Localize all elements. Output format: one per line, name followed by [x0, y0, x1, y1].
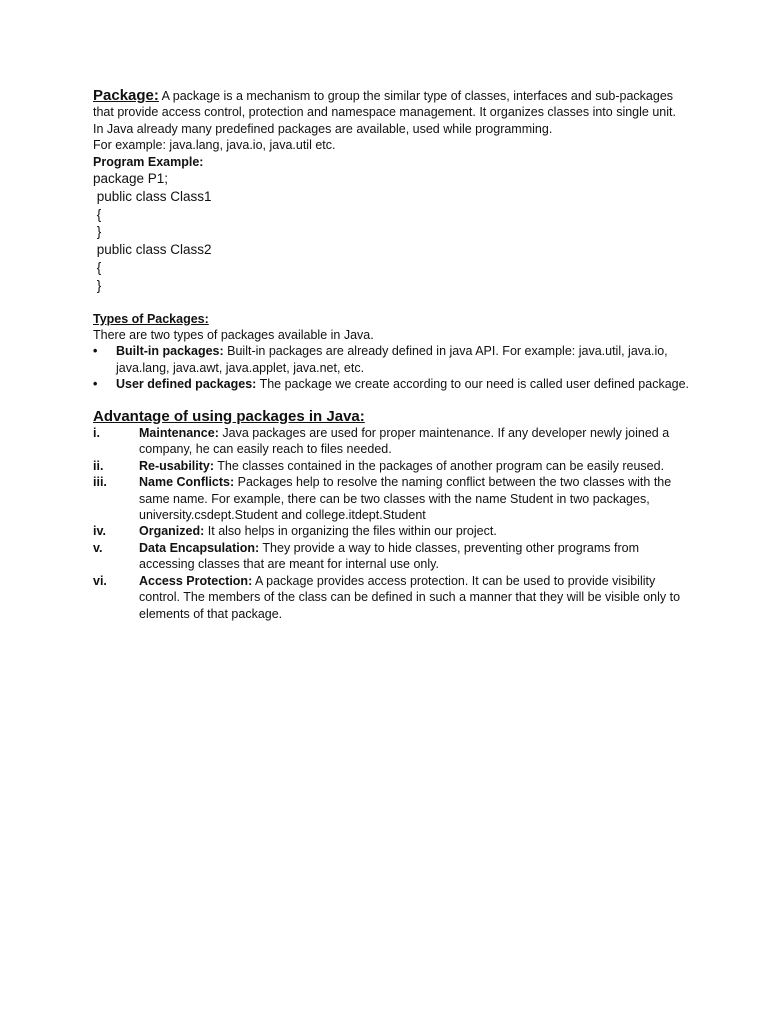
- code-block: [93, 170, 693, 295]
- list-item-text: Java packages are used for proper maintenance. If any developer newly joined a company, he can easily reach to files needed.: [139, 426, 670, 457]
- types-list: [93, 343, 693, 392]
- advantages-list: [93, 425, 693, 622]
- bullet-icon: •: [93, 344, 98, 359]
- code-line: public class Class1: [93, 188, 212, 204]
- list-item: [93, 376, 693, 392]
- types-heading: Types of Packages:: [93, 311, 209, 326]
- list-item: [93, 425, 693, 458]
- list-item-text: Built-in packages are already defined in java API. For example: java.util, java.io, java.lang, java.awt, java.applet, java.net, etc.: [116, 344, 668, 375]
- list-item-term: Access Protection:: [139, 573, 253, 588]
- list-item: [93, 458, 693, 474]
- list-item-term: Re-usability:: [139, 458, 215, 473]
- code-line: package P1;: [93, 171, 169, 187]
- list-item-term: Maintenance:: [139, 426, 219, 441]
- list-item-text: Packages help to resolve the naming conflict between the two classes with the same name. For example, there can be two classes with the name Student in two packages, university.csdept.Student and college.itdept.Student: [139, 475, 672, 523]
- code-line: }: [93, 277, 102, 293]
- program-example-label: Program Example:: [93, 154, 204, 169]
- spacer: [93, 295, 693, 311]
- example-packages-text: For example: java.lang, java.io, java.util etc.: [93, 138, 336, 153]
- list-item: [93, 523, 693, 539]
- list-item-term: Built-in packages:: [116, 344, 224, 359]
- types-intro: There are two types of packages available in Java.: [93, 328, 374, 343]
- list-item-text: The classes contained in the packages of another program can be easily reused.: [214, 458, 665, 473]
- list-item-term: Data Encapsulation:: [139, 540, 260, 555]
- list-item-number: ii.: [93, 458, 104, 473]
- advantages-heading: Advantage of using packages in Java:: [93, 407, 365, 425]
- list-item-text: The package we create according to our need is called user defined package.: [256, 377, 690, 392]
- list-item: [93, 474, 693, 523]
- predefined-packages-text: In Java already many predefined packages are available, used while programming.: [93, 121, 553, 136]
- list-item: [93, 343, 693, 376]
- list-item: [93, 573, 693, 622]
- list-item-number: v.: [93, 540, 103, 555]
- code-line: }: [93, 224, 102, 240]
- list-item-text: They provide a way to hide classes, preventing other programs from accessing classes that are meant for internal use only.: [139, 540, 639, 572]
- package-definition-text: A package is a mechanism to group the similar type of classes, interfaces and sub-packages that provide access control, protection and namespace management. It organizes classes into single unit.: [93, 89, 676, 120]
- document-page: [93, 88, 693, 622]
- code-line: public class Class2: [93, 242, 212, 258]
- package-heading: Package:: [93, 87, 159, 104]
- list-item-number: vi.: [93, 573, 107, 588]
- bullet-icon: •: [93, 377, 98, 392]
- list-item-number: iv.: [93, 524, 106, 539]
- list-item-number: iii.: [93, 475, 107, 490]
- package-definition: [93, 88, 693, 121]
- code-line: {: [93, 206, 102, 222]
- list-item-term: User defined packages:: [116, 377, 257, 392]
- list-item: [93, 540, 693, 573]
- list-item-text: It also helps in organizing the files within our project.: [204, 524, 497, 539]
- list-item-number: i.: [93, 426, 100, 441]
- code-line: {: [93, 260, 102, 276]
- list-item-term: Name Conflicts:: [139, 475, 235, 490]
- list-item-text: A package provides access protection. It can be used to provide visibility control. The members of the class can be defined in such a manner that they will be visible only to elements of that package.: [139, 573, 681, 621]
- list-item-term: Organized:: [139, 524, 205, 539]
